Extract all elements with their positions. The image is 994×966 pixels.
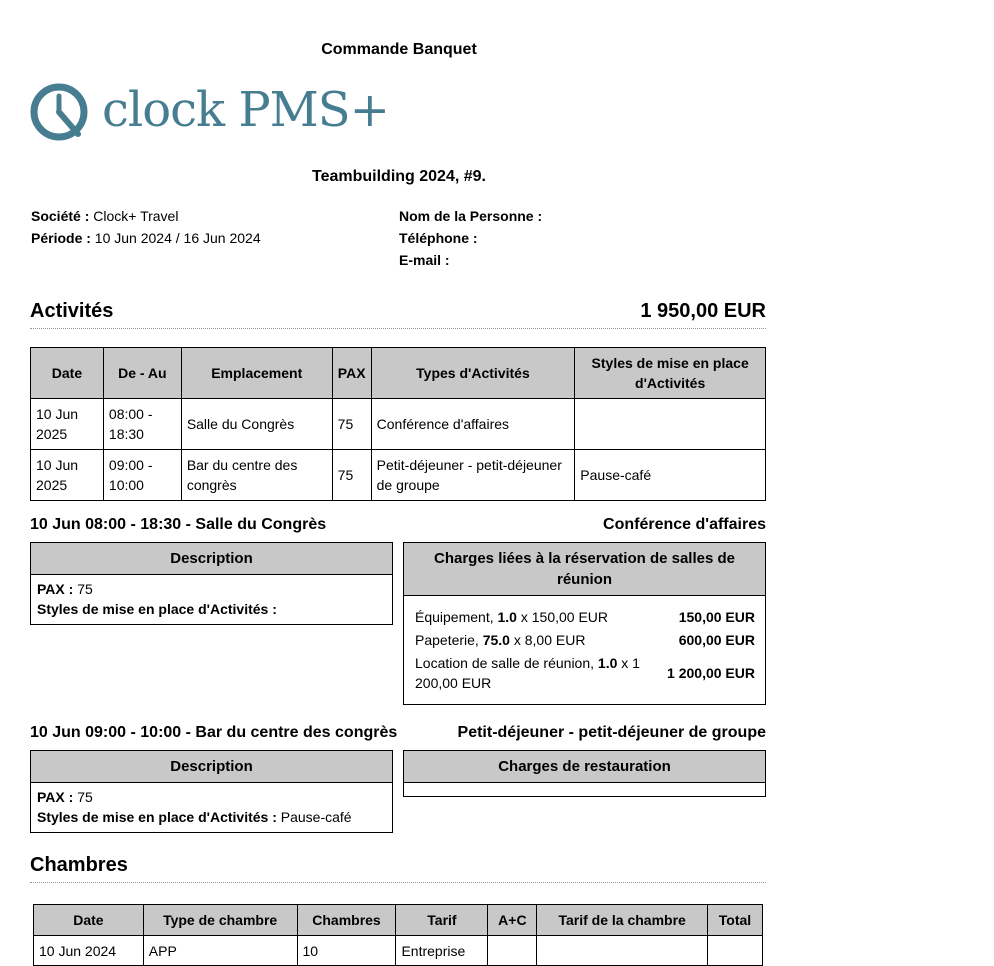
pax-value: 75	[77, 789, 93, 805]
cell-location: Salle du Congrès	[181, 399, 332, 450]
company-value: Clock+ Travel	[93, 208, 179, 224]
col-total: Total	[708, 905, 763, 936]
activity-2-heading: 10 Jun 09:00 - 10:00 - Bar du centre des congrès	[30, 724, 398, 741]
rooms-heading: Chambres	[30, 854, 128, 876]
cell-date: 10 Jun 2024	[34, 936, 144, 966]
pax-label: PAX :	[37, 581, 74, 597]
cell-rooms: 10	[297, 936, 396, 966]
cell-date: 10 Jun 2025	[31, 399, 104, 450]
style-label: Styles de mise en place d'Activités :	[37, 809, 277, 825]
charge-amount: 600,00 EUR	[678, 632, 755, 648]
charges-header: Charges liées à la réservation de salles de réunion	[404, 543, 765, 596]
activity-1-description	[30, 542, 393, 625]
charge-unit-price: 8,00 EUR	[524, 632, 586, 648]
cell-pax: 75	[332, 399, 371, 450]
event-title: Teambuilding 2024, #9.	[312, 168, 486, 185]
pax-label: PAX :	[37, 789, 74, 805]
pax-value: 75	[77, 581, 93, 597]
rooms-table	[33, 904, 763, 966]
email-label: E-mail :	[399, 252, 450, 268]
charge-line	[415, 630, 755, 650]
charge-multiplier: x	[509, 632, 525, 648]
activity-1-charges	[403, 542, 766, 705]
rooms-section-header	[30, 854, 766, 883]
cell-date: 10 Jun 2025	[31, 450, 104, 501]
style-value: Pause-café	[280, 809, 352, 825]
cell-ac	[488, 936, 537, 966]
col-room-rate: Tarif de la chambre	[537, 905, 708, 936]
cell-room-rate	[537, 936, 708, 966]
phone-label: Téléphone :	[399, 230, 478, 246]
cell-location: Bar du centre des congrès	[181, 450, 332, 501]
col-room-type: Type de chambre	[143, 905, 297, 936]
activities-section-header	[30, 300, 766, 329]
cell-rate: Entreprise	[396, 936, 488, 966]
cell-style	[575, 399, 766, 450]
col-style: Styles de mise en place d'Activités	[575, 348, 766, 399]
contact-info	[399, 205, 542, 271]
clock-icon	[30, 82, 94, 146]
table-row	[31, 450, 766, 501]
description-header: Description	[31, 543, 392, 575]
charge-amount: 150,00 EUR	[678, 609, 755, 625]
charge-line	[415, 607, 755, 627]
col-date: Date	[34, 905, 144, 936]
activities-heading: Activités	[30, 300, 114, 322]
cell-style: Pause-café	[575, 450, 766, 501]
charge-amount: 1 200,00 EUR	[667, 665, 755, 681]
charge-name: Papeterie,	[415, 632, 483, 648]
company-info	[31, 205, 261, 249]
charge-multiplier: x	[516, 609, 532, 625]
period-label: Période :	[31, 230, 91, 246]
activity-1-type: Conférence d'affaires	[603, 516, 766, 533]
col-rate: Tarif	[396, 905, 488, 936]
col-location: Emplacement	[181, 348, 332, 399]
activity-2-header	[30, 724, 766, 742]
cell-time: 09:00 - 10:00	[103, 450, 181, 501]
charge-name: Location de salle de réunion,	[415, 655, 598, 671]
charge-qty: 1.0	[497, 609, 517, 625]
cell-room-type: APP	[143, 936, 297, 966]
table-row	[34, 936, 763, 966]
col-rooms: Chambres	[297, 905, 396, 936]
activity-2-description	[30, 750, 393, 833]
period-value: 10 Jun 2024 / 16 Jun 2024	[94, 230, 261, 246]
style-label: Styles de mise en place d'Activités :	[37, 601, 277, 617]
charge-multiplier: x	[617, 655, 633, 671]
description-header: Description	[31, 751, 392, 783]
cell-total	[708, 936, 763, 966]
charge-name: Équipement,	[415, 609, 498, 625]
cell-pax: 75	[332, 450, 371, 501]
col-date: Date	[31, 348, 104, 399]
charge-unit-price: 150,00 EUR	[531, 609, 609, 625]
activities-total: 1 950,00 EUR	[640, 300, 766, 322]
cell-time: 08:00 - 18:30	[103, 399, 181, 450]
col-ac: A+C	[488, 905, 537, 936]
person-label: Nom de la Personne :	[399, 208, 543, 224]
charge-line	[415, 653, 755, 693]
activity-2-charges	[403, 750, 766, 797]
cell-type: Petit-déjeuner - petit-déjeuner de groupe	[371, 450, 575, 501]
col-type: Types d'Activités	[371, 348, 575, 399]
charges-header: Charges de restauration	[404, 751, 765, 783]
charge-unit-price: 1 200,00 EUR	[415, 655, 640, 691]
col-pax: PAX	[332, 348, 371, 399]
activity-1-header	[30, 516, 766, 534]
company-label: Société :	[31, 208, 90, 224]
document-title: Commande Banquet	[321, 41, 477, 58]
logo-text: clock PMS+	[102, 82, 389, 138]
activities-table	[30, 347, 766, 501]
charge-qty: 1.0	[597, 655, 618, 671]
cell-type: Conférence d'affaires	[371, 399, 575, 450]
logo	[30, 82, 389, 146]
col-time: De - Au	[103, 348, 181, 399]
charge-qty: 75.0	[482, 632, 510, 648]
activity-2-type: Petit-déjeuner - petit-déjeuner de groupe	[457, 724, 766, 741]
table-row	[31, 399, 766, 450]
activity-1-heading: 10 Jun 08:00 - 18:30 - Salle du Congrès	[30, 516, 327, 533]
